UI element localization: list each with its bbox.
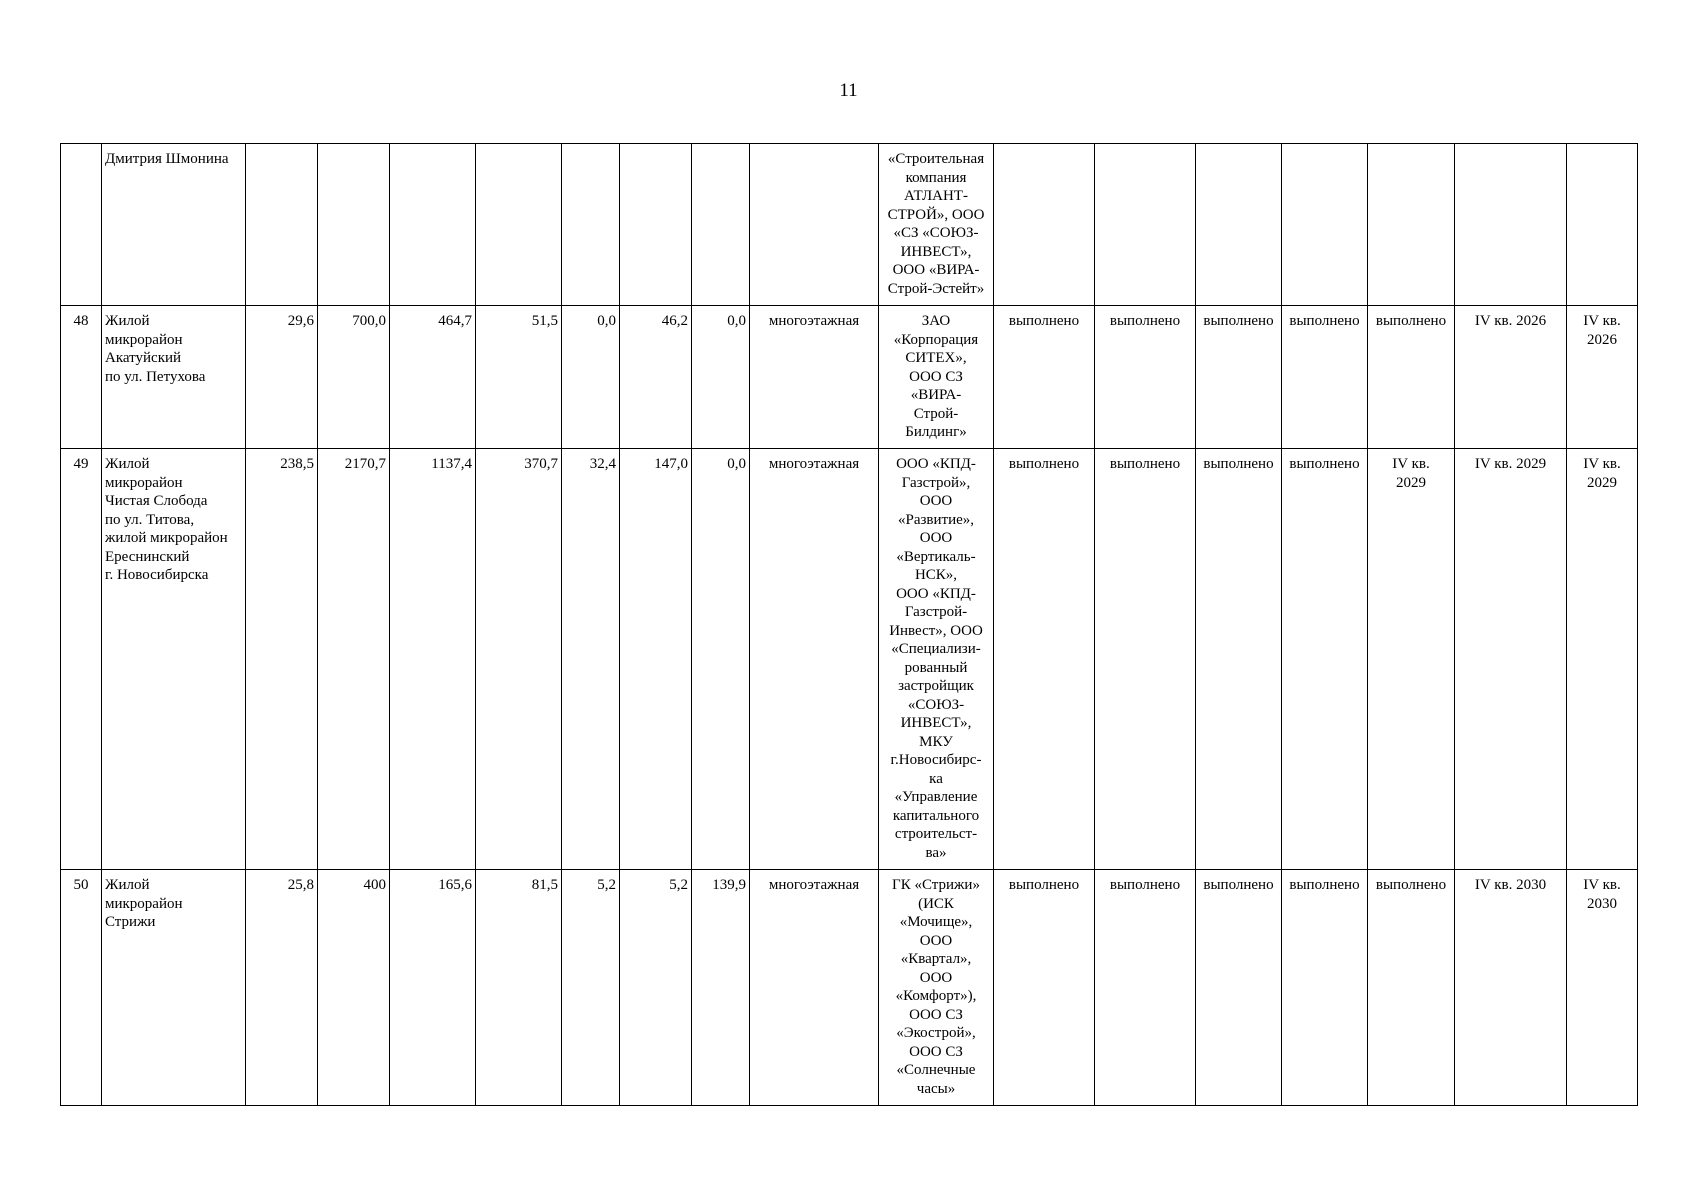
developer-line: «Корпорация — [893, 331, 979, 348]
status-cell-1: выполнено — [994, 449, 1095, 870]
value-cell-7: 0,0 — [692, 449, 750, 870]
status-cell-1 — [994, 144, 1095, 306]
object-name-line: Жилой — [105, 456, 150, 472]
status-cell-3: выполнено — [1196, 870, 1282, 1106]
status-cell-3: выполнено — [1196, 449, 1282, 870]
value-cell-2 — [318, 144, 390, 306]
row-number: 48 — [61, 306, 102, 449]
status-cell-2 — [1095, 144, 1196, 306]
term-cell-1 — [1455, 306, 1567, 449]
value-cell-5: 5,2 — [562, 870, 620, 1106]
term-cell-1-line: IV кв. 2026 — [1474, 313, 1547, 329]
object-name — [102, 449, 246, 870]
value-cell-4: 51,5 — [476, 306, 562, 449]
term-cell-2-line: 2030 — [1587, 895, 1617, 912]
status-cell-5-line: выполнено — [1375, 313, 1447, 329]
object-name-line: г. Новосибирска — [105, 567, 209, 583]
status-cell-5 — [1368, 144, 1455, 306]
status-cell-4 — [1282, 144, 1368, 306]
object-name-line: Чистая Слобода — [105, 493, 208, 509]
developer-line: СИТЕХ», — [905, 350, 967, 366]
status-cell-2: выполнено — [1095, 449, 1196, 870]
value-cell-3: 165,6 — [390, 870, 476, 1106]
developer-line: ООО «ВИРА- — [892, 262, 980, 278]
building-type: многоэтажная — [750, 306, 879, 449]
value-cell-2: 2170,7 — [318, 449, 390, 870]
object-name-line: Дмитрия Шмонина — [105, 151, 229, 167]
status-cell-5-line: выполнено — [1375, 877, 1447, 893]
status-cell-5-line: IV кв. — [1392, 456, 1430, 472]
developer-line: ООО СЗ — [909, 1006, 963, 1023]
developer — [879, 306, 994, 449]
value-cell-4: 81,5 — [476, 870, 562, 1106]
value-cell-6 — [620, 144, 692, 306]
developer-line: ка — [929, 770, 943, 787]
developer-line: «Квартал», — [900, 951, 972, 967]
row-number: 50 — [61, 870, 102, 1106]
developer — [879, 144, 994, 306]
table-row-48 — [61, 306, 1638, 449]
building-type — [750, 144, 879, 306]
value-cell-6: 5,2 — [620, 870, 692, 1106]
object-name-line: микрорайон — [105, 331, 183, 348]
term-cell-1 — [1455, 144, 1567, 306]
page-number: 11 — [839, 80, 858, 101]
developer-line: ООО — [919, 530, 953, 546]
developer-line: рованный — [904, 659, 968, 676]
status-cell-4: выполнено — [1282, 870, 1368, 1106]
term-cell-2-line: IV кв. — [1583, 877, 1621, 893]
developer-line: ООО СЗ — [909, 1043, 963, 1060]
status-cell-5 — [1368, 870, 1455, 1106]
value-cell-2: 700,0 — [318, 306, 390, 449]
developer-line: ООО «КПД- — [896, 456, 976, 472]
value-cell-6: 147,0 — [620, 449, 692, 870]
table-row-continued — [61, 144, 1638, 306]
object-name — [102, 306, 246, 449]
developer — [879, 870, 994, 1106]
developer-line: ООО — [919, 493, 953, 509]
value-cell-3: 1137,4 — [390, 449, 476, 870]
developer-line: Инвест», ООО — [889, 622, 983, 639]
object-name-line: Акатуйский — [105, 350, 182, 366]
object-name-line: жилой микрорайон — [105, 530, 228, 546]
developer-line: СТРОЙ», ООО — [887, 206, 985, 223]
status-cell-1: выполнено — [994, 870, 1095, 1106]
object-name — [102, 870, 246, 1106]
term-cell-2 — [1567, 306, 1638, 449]
developer-line: «СОЮЗ- — [907, 696, 965, 713]
value-cell-6: 46,2 — [620, 306, 692, 449]
status-cell-1: выполнено — [994, 306, 1095, 449]
developer-line: ООО — [919, 969, 953, 986]
status-cell-5 — [1368, 449, 1455, 870]
term-cell-2-line: IV кв. — [1583, 313, 1621, 329]
developer-line: ООО СЗ — [909, 368, 963, 385]
developer-line: Газстрой- — [904, 604, 968, 620]
developer-line: (ИСК — [918, 895, 954, 912]
value-cell-7 — [692, 144, 750, 306]
developer-line: компания — [905, 169, 967, 186]
developer-line: «Специализи- — [891, 641, 981, 657]
status-cell-5 — [1368, 306, 1455, 449]
developer-line: «Развитие», — [897, 511, 975, 528]
status-cell-3: выполнено — [1196, 306, 1282, 449]
value-cell-1: 29,6 — [246, 306, 318, 449]
developer-line: застройщик — [898, 678, 974, 694]
term-cell-2-line: 2029 — [1587, 474, 1617, 491]
developer-line: «Вертикаль- — [896, 548, 976, 565]
developer-line: ИНВЕСТ», — [900, 243, 972, 260]
developer-line: АТЛАНТ- — [904, 188, 968, 204]
table-row-49 — [61, 449, 1638, 870]
term-cell-2-line: 2026 — [1587, 331, 1617, 348]
value-cell-5: 0,0 — [562, 306, 620, 449]
value-cell-3 — [390, 144, 476, 306]
value-cell-1: 238,5 — [246, 449, 318, 870]
value-cell-3: 464,7 — [390, 306, 476, 449]
developer-line: ГК «Стрижи» — [892, 877, 980, 893]
term-cell-2 — [1567, 870, 1638, 1106]
object-name-line: по ул. Титова, — [105, 511, 195, 528]
term-cell-2 — [1567, 144, 1638, 306]
object-name-line: Стрижи — [105, 914, 156, 930]
value-cell-4: 370,7 — [476, 449, 562, 870]
developer-line: «ВИРА- — [910, 387, 962, 403]
developer-line: г.Новосибирс- — [890, 752, 982, 768]
term-cell-1 — [1455, 449, 1567, 870]
status-cell-2: выполнено — [1095, 870, 1196, 1106]
developer-line: «Мочище», — [899, 914, 973, 930]
developer-line: ИНВЕСТ», — [900, 715, 972, 731]
value-cell-4 — [476, 144, 562, 306]
table-row-50 — [61, 870, 1638, 1106]
building-type: многоэтажная — [750, 870, 879, 1106]
value-cell-1 — [246, 144, 318, 306]
developer-line: МКУ — [919, 733, 953, 750]
developer-line: Строй- — [913, 405, 959, 422]
term-cell-2-line: IV кв. — [1583, 456, 1621, 472]
developer-line: ООО «КПД- — [896, 585, 976, 602]
developer-line: Билдинг» — [905, 424, 967, 440]
value-cell-5: 32,4 — [562, 449, 620, 870]
developer-line: «Комфорт»), — [895, 988, 977, 1004]
object-name-line: по ул. Петухова — [105, 368, 206, 385]
object-name-line: Жилой — [105, 313, 150, 329]
developer-line: «Экострой», — [896, 1025, 976, 1041]
building-type: многоэтажная — [750, 449, 879, 870]
object-name-line: Ереснинский — [105, 548, 190, 565]
status-cell-5-line: 2029 — [1396, 474, 1426, 491]
object-table — [60, 143, 1638, 1106]
developer-line: «Управление — [894, 789, 978, 805]
status-cell-4: выполнено — [1282, 306, 1368, 449]
term-cell-1-line: IV кв. 2029 — [1474, 456, 1547, 472]
developer-line: строительст- — [894, 826, 978, 842]
object-name-line: микрорайон — [105, 474, 183, 491]
developer-line: «Строительная — [887, 151, 985, 167]
object-name-line: Жилой — [105, 877, 150, 893]
status-cell-3 — [1196, 144, 1282, 306]
developer-line: ва» — [925, 844, 947, 861]
term-cell-1-line: IV кв. 2030 — [1474, 877, 1547, 893]
value-cell-1: 25,8 — [246, 870, 318, 1106]
value-cell-2: 400 — [318, 870, 390, 1106]
term-cell-2 — [1567, 449, 1638, 870]
developer-line: ООО — [919, 932, 953, 949]
row-number — [61, 144, 102, 306]
developer-line: «СЗ «СОЮЗ- — [893, 225, 979, 241]
developer-line: ЗАО — [921, 313, 951, 329]
developer — [879, 449, 994, 870]
value-cell-7: 139,9 — [692, 870, 750, 1106]
row-number: 49 — [61, 449, 102, 870]
value-cell-7: 0,0 — [692, 306, 750, 449]
developer-line: Строй-Эстейт» — [887, 280, 985, 297]
developer-line: Газстрой», — [901, 474, 971, 491]
status-cell-2: выполнено — [1095, 306, 1196, 449]
developer-line: часы» — [916, 1080, 956, 1097]
developer-line: «Солнечные — [896, 1062, 976, 1078]
status-cell-4: выполнено — [1282, 449, 1368, 870]
developer-line: капитального — [892, 807, 980, 824]
developer-line: НСК», — [914, 567, 958, 583]
term-cell-1 — [1455, 870, 1567, 1106]
value-cell-5 — [562, 144, 620, 306]
object-name — [102, 144, 246, 306]
object-name-line: микрорайон — [105, 895, 183, 912]
